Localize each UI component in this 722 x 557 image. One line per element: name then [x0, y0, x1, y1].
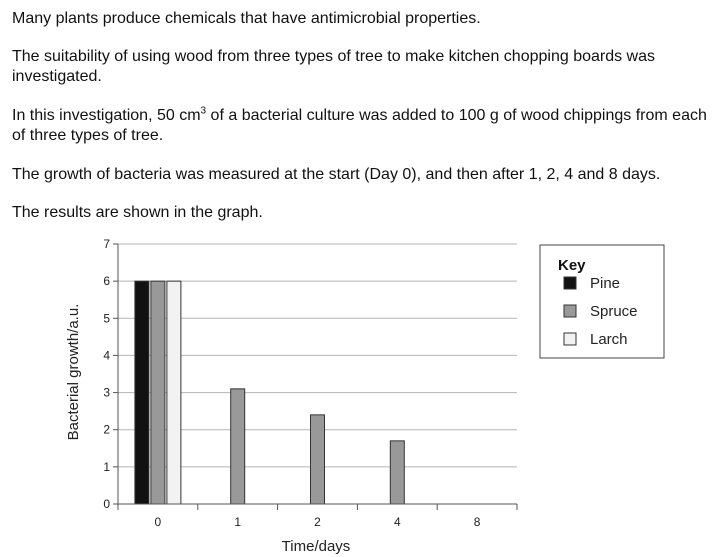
intro-paragraph-1: Many plants produce chemicals that have antimicrobial properties.	[12, 10, 481, 27]
y-tick-label-3: 3	[103, 385, 110, 400]
legend-swatch-larch	[564, 333, 576, 345]
legend-title: Key	[558, 257, 586, 274]
y-tick-label-7: 7	[103, 237, 110, 251]
intro-paragraph-3-end: of a bacterial culture was added to 100 g of wood chippings from each of three types of tree.	[12, 107, 707, 144]
legend-label-larch: Larch	[590, 331, 628, 348]
legend-swatch-pine	[564, 277, 576, 289]
legend-label-spruce: Spruce	[590, 303, 638, 320]
bar-larch-day-0	[167, 281, 181, 504]
bar-spruce-day-0	[151, 281, 165, 504]
y-tick-label-4: 4	[103, 348, 110, 363]
chart-legend	[540, 245, 664, 358]
y-axis-ticks	[103, 237, 118, 511]
x-axis-title: Time/days	[281, 538, 351, 555]
y-tick-label-0: 0	[103, 497, 110, 511]
x-tick-label-2: 2	[314, 515, 321, 529]
bar-pine-day-0	[135, 281, 149, 504]
legend-swatch-spruce	[564, 305, 576, 317]
bar-spruce-day-1	[231, 389, 245, 504]
y-tick-label-1: 1	[103, 459, 110, 474]
bar-spruce-day-2	[311, 415, 325, 504]
y-tick-label-2: 2	[103, 422, 110, 437]
intro-paragraph-3-start: In this investigation, 50 cm	[12, 107, 201, 124]
x-tick-label-4: 4	[393, 515, 401, 529]
x-tick-label-0: 0	[154, 515, 162, 529]
intro-paragraph-4: The growth of bacteria was measured at the start (Day 0), and then after 1, 2, 4 and 8 days.	[12, 166, 661, 183]
intro-paragraph-2: The suitability of using wood from three types of tree to make kitchen chopping boards was investigated.	[12, 48, 656, 85]
cubic-superscript: 3	[200, 105, 207, 117]
x-axis-ticks	[118, 504, 517, 529]
y-tick-label-5: 5	[103, 311, 110, 326]
intro-paragraph-5: The results are shown in the graph.	[12, 204, 263, 221]
bar-spruce-day-4	[390, 441, 404, 504]
x-tick-label-1: 1	[234, 515, 242, 529]
x-tick-label-8: 8	[473, 515, 481, 529]
y-tick-label-6: 6	[103, 274, 110, 289]
legend-label-pine: Pine	[590, 275, 621, 292]
y-axis-title: Bacterial growth/a.u.	[65, 303, 82, 441]
